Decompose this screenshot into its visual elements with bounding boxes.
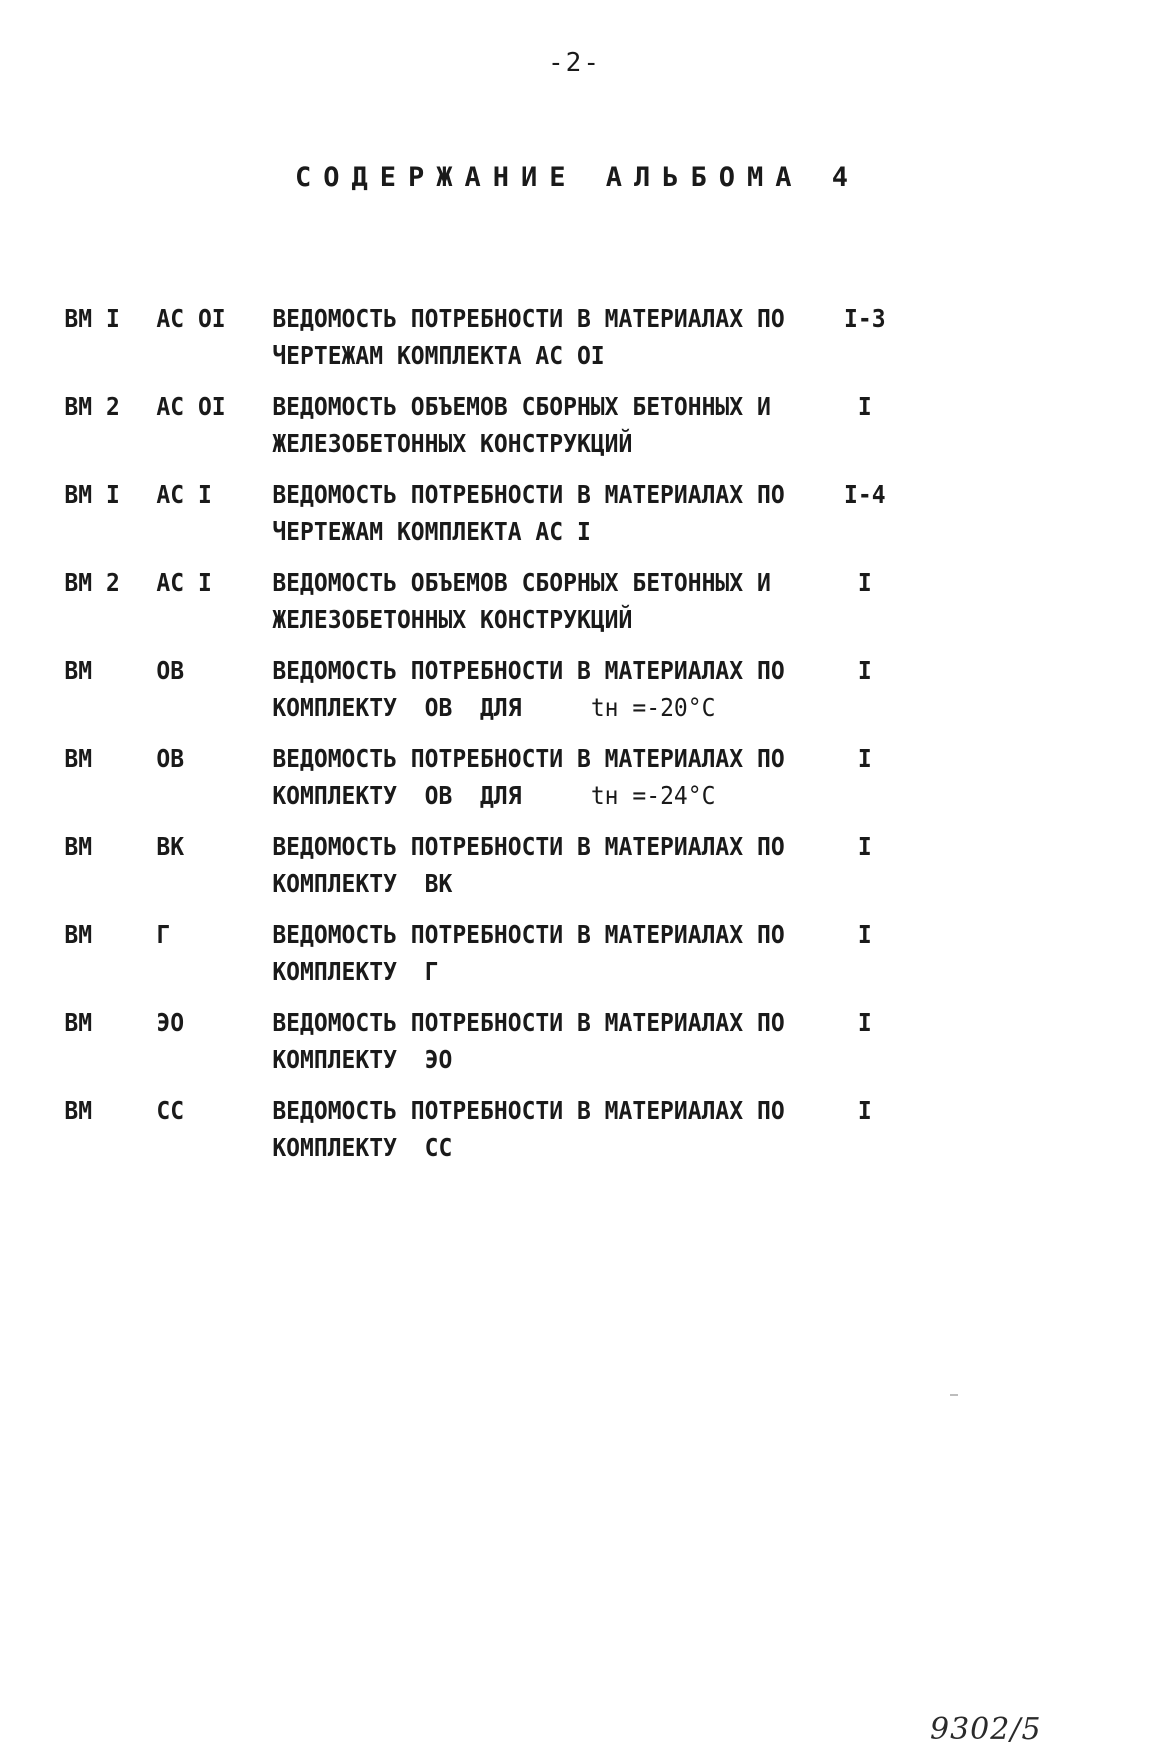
entry-code: ВМ 2: [64, 392, 120, 421]
entry-description-line-2: ЖЕЛЕЗОБЕТОННЫХ КОНСТРУКЦИЙ: [272, 429, 633, 458]
entry-description-line-1: ВЕДОМОСТЬ ПОТРЕБНОСТИ В МАТЕРИАЛАХ ПО: [272, 744, 785, 773]
entry-set: ОВ: [156, 744, 185, 773]
entry-code: ВМ: [64, 656, 93, 685]
entry-set: АС I: [156, 480, 212, 509]
entry-description-line-1: ВЕДОМОСТЬ ПОТРЕБНОСТИ В МАТЕРИАЛАХ ПО: [272, 832, 785, 861]
entry-description: [272, 916, 824, 990]
entry-set: СС: [156, 1096, 185, 1125]
entry-description: [272, 828, 824, 902]
entry-description: [272, 564, 824, 638]
entry-description-line-2: [272, 689, 824, 726]
entry-code: ВМ I: [64, 304, 120, 333]
entry-description-line-2: ЧЕРТЕЖАМ КОМПЛЕКТА АС OI: [272, 341, 605, 370]
entry-description-line-1: ВЕДОМОСТЬ ОБЪЕМОВ СБОРНЫХ БЕТОННЫХ И: [272, 568, 771, 597]
entry-description-line-2: КОМПЛЕКТУ ВК: [272, 869, 453, 898]
design-temperature: tн =-20°С: [590, 693, 716, 722]
entry-set: АС OI: [156, 392, 226, 421]
contents-entry: [0, 916, 1057, 1004]
entry-description: [272, 476, 824, 550]
entry-pages: I: [857, 1008, 872, 1037]
entry-pages: I: [857, 744, 872, 773]
entry-code: ВМ: [64, 744, 93, 773]
entry-pages: I: [857, 568, 872, 597]
entry-set: Г: [156, 920, 171, 949]
contents-entry: [0, 652, 1057, 740]
page-number: -2-: [548, 48, 601, 78]
contents-entry: [0, 1004, 1057, 1092]
contents-entry: [0, 388, 1057, 476]
contents-entry: [0, 300, 1057, 388]
entry-description-line-2: КОМПЛЕКТУ Г: [272, 957, 439, 986]
contents-entry: [0, 476, 1057, 564]
entry-set: АС I: [156, 568, 212, 597]
entry-description: [272, 1004, 824, 1078]
entry-description-line-2-text: КОМПЛЕКТУ ОВ ДЛЯ: [272, 781, 522, 810]
entry-code: ВМ: [64, 1096, 93, 1125]
entry-code: ВМ 2: [64, 568, 120, 597]
entry-code: ВМ: [64, 920, 93, 949]
page-title: СОДЕРЖАНИЕ АЛЬБОМА 4: [294, 162, 861, 193]
entry-description-line-1: ВЕДОМОСТЬ ПОТРЕБНОСТИ В МАТЕРИАЛАХ ПО: [272, 656, 785, 685]
entry-set: АС OI: [156, 304, 226, 333]
entry-description: [272, 300, 824, 374]
entry-description: [272, 652, 824, 726]
entry-code: ВМ: [64, 1008, 93, 1037]
entry-pages: I: [857, 920, 872, 949]
entry-pages: I: [857, 656, 872, 685]
entry-description-line-2: [272, 777, 824, 814]
contents-entry: [0, 1092, 1057, 1180]
entry-pages: I: [857, 392, 872, 421]
entry-description-line-2: КОМПЛЕКТУ СС: [272, 1133, 453, 1162]
entry-description-line-1: ВЕДОМОСТЬ ПОТРЕБНОСТИ В МАТЕРИАЛАХ ПО: [272, 1008, 785, 1037]
entry-code: ВМ: [64, 832, 93, 861]
entry-description-line-1: ВЕДОМОСТЬ ПОТРЕБНОСТИ В МАТЕРИАЛАХ ПО: [272, 304, 785, 333]
entry-code: ВМ I: [64, 480, 120, 509]
contents-list: [0, 300, 1149, 1180]
contents-entry: [0, 828, 1057, 916]
entry-description: [272, 740, 824, 814]
entry-description-line-1: ВЕДОМОСТЬ ПОТРЕБНОСТИ В МАТЕРИАЛАХ ПО: [272, 1096, 785, 1125]
entry-description-line-1: ВЕДОМОСТЬ ПОТРЕБНОСТИ В МАТЕРИАЛАХ ПО: [272, 920, 785, 949]
entry-description-line-1: ВЕДОМОСТЬ ОБЪЕМОВ СБОРНЫХ БЕТОННЫХ И: [272, 392, 771, 421]
entry-pages: I-3: [844, 304, 886, 333]
entry-pages: I: [857, 832, 872, 861]
entry-description: [272, 1092, 824, 1166]
entry-pages: I: [857, 1096, 872, 1125]
scan-speck: [950, 1394, 958, 1396]
sheet-number-stamp: 9302/5: [930, 1712, 1042, 1747]
entry-description-line-2-text: КОМПЛЕКТУ ОВ ДЛЯ: [272, 693, 522, 722]
entry-description-line-2: ЧЕРТЕЖАМ КОМПЛЕКТА АС I: [272, 517, 591, 546]
design-temperature: tн =-24°С: [590, 781, 716, 810]
entry-set: ОВ: [156, 656, 185, 685]
entry-set: ВК: [156, 832, 185, 861]
entry-pages: I-4: [844, 480, 886, 509]
entry-description-line-2: ЖЕЛЕЗОБЕТОННЫХ КОНСТРУКЦИЙ: [272, 605, 633, 634]
contents-entry: [0, 564, 1057, 652]
entry-set: ЭО: [156, 1008, 185, 1037]
entry-description-line-2: КОМПЛЕКТУ ЭО: [272, 1045, 453, 1074]
entry-description: [272, 388, 824, 462]
entry-description-line-1: ВЕДОМОСТЬ ПОТРЕБНОСТИ В МАТЕРИАЛАХ ПО: [272, 480, 785, 509]
contents-entry: [0, 740, 1057, 828]
